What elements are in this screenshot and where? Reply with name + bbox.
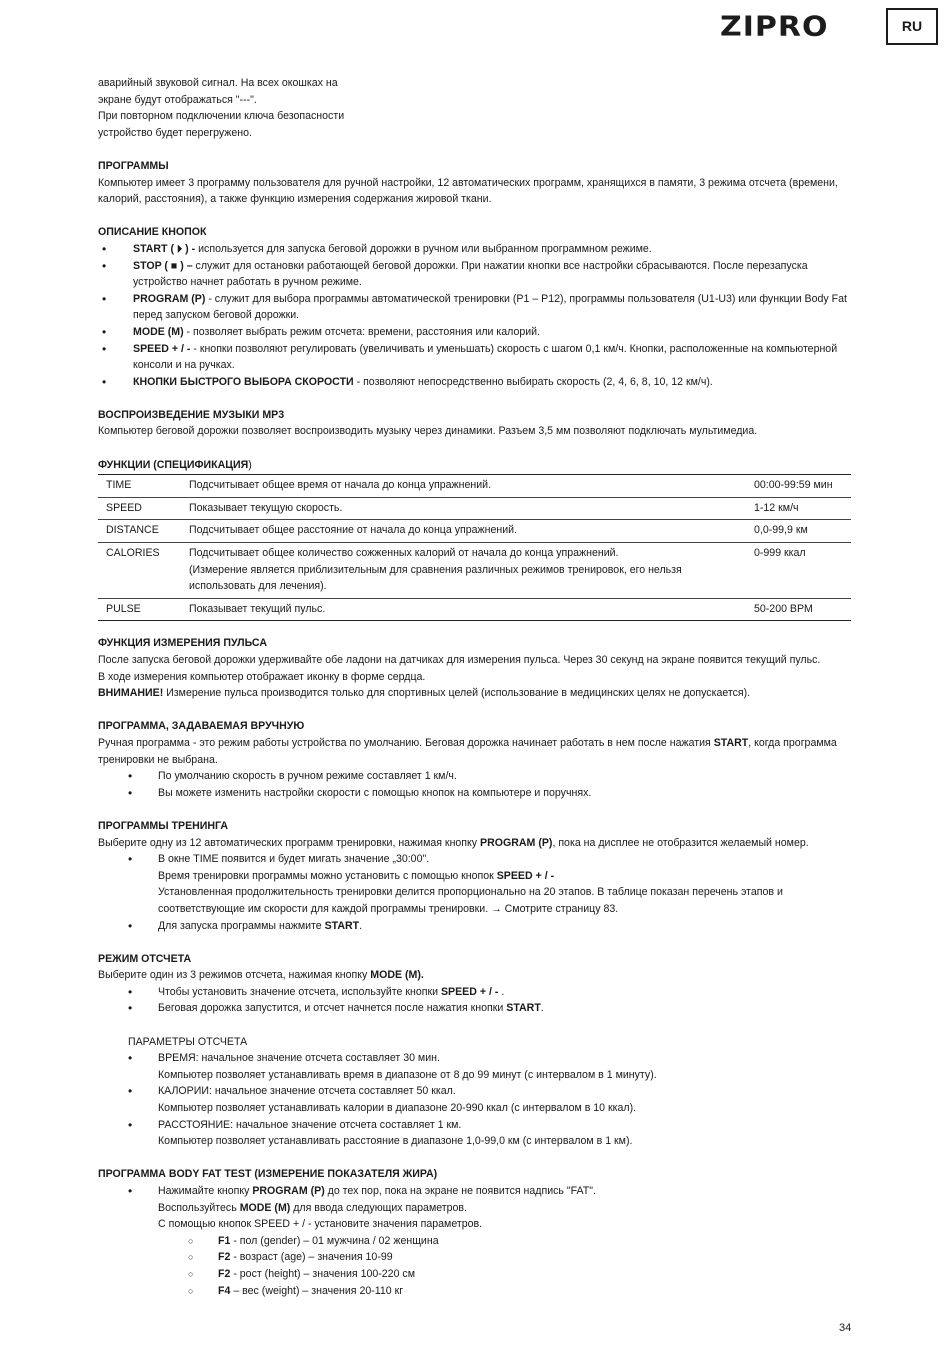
training-item-bold: START: [324, 919, 360, 932]
pulse-warning: [98, 685, 854, 702]
button-name: MODE (M): [133, 325, 184, 338]
training-list: [98, 851, 854, 934]
table-row: [98, 598, 851, 621]
functions-table: [98, 474, 851, 621]
training-text-part: Выберите одну из 12 автоматических программ тренировки, нажимая кнопку: [98, 836, 481, 849]
countdown-item-bold: SPEED + / -: [440, 985, 499, 998]
bodyfat-bold: MODE (M): [239, 1201, 291, 1214]
countdown-text: [98, 967, 854, 984]
section-heading-music: ВОСПРОИЗВЕДЕНИЕ МУЗЫКИ MP3: [98, 408, 285, 421]
param-line: Компьютер позволяет устанавливать калории в диапазоне 20-990 ккал (с интервалом в 10 ккал).: [158, 1102, 637, 1115]
button-name: START ( ⏵ ) -: [133, 242, 196, 255]
countdown-item-part: Чтобы установить значение отсчета, используйте кнопки: [158, 985, 441, 998]
manual-list: [98, 768, 854, 801]
countdown-item-bold: START: [506, 1002, 541, 1015]
button-description: - позволяют непосредственно выбирать скорость (2, 4, 6, 8, 10, 12 км/ч).: [353, 375, 713, 388]
countdown-item-part: .: [540, 1002, 544, 1015]
language-badge: RU: [886, 8, 938, 45]
list-item: [128, 984, 854, 1001]
countdown-params-list: [98, 1050, 854, 1150]
function-name: SPEED: [98, 497, 181, 520]
list-item: [98, 258, 854, 291]
bodyfat-line: [158, 1200, 854, 1217]
function-name: TIME: [98, 475, 181, 498]
training-item-part: Время тренировки программы можно установить с помощью кнопок: [158, 869, 497, 882]
function-description: Подсчитывает общее время от начала до конца упражнений.: [181, 475, 746, 498]
manual-text-bold: START: [713, 736, 749, 749]
list-item: [188, 1283, 854, 1300]
list-item: [128, 918, 854, 935]
function-range: 0-999 ккал: [746, 543, 851, 599]
training-item-part: .: [359, 919, 363, 932]
list-item: [128, 1183, 854, 1233]
list-item: [98, 324, 854, 341]
pulse-text: В ходе измерения компьютер отображает иконку в форме сердца.: [98, 670, 426, 683]
function-name: CALORIES: [98, 543, 181, 599]
section-heading-pulse: ФУНКЦИЯ ИЗМЕРЕНИЯ ПУЛЬСА: [98, 637, 267, 650]
param-line: • ВРЕМЯ: начальное значение отсчета составляет 30 мин.: [158, 1052, 440, 1065]
document-body: [98, 75, 854, 1299]
function-description: Показывает текущий пульс.: [181, 598, 746, 621]
param-text: - возраст (age) – значения 10-99: [230, 1251, 393, 1264]
param-code: F4: [218, 1284, 231, 1297]
training-item-part: Для запуска программы нажмите: [158, 919, 325, 932]
bodyfat-params-list: [98, 1233, 854, 1299]
list-item: [98, 291, 854, 324]
bodyfat-bold: PROGRAM (P): [252, 1185, 325, 1197]
section-heading-programs: ПРОГРАММЫ: [98, 159, 169, 172]
music-text: Компьютер беговой дорожки позволяет воспроизводить музыку через динамики. Разъем 3,5 мм позволяют подключать мультимедиа.: [98, 425, 758, 438]
button-name: КНОПКИ БЫСТРОГО ВЫБОРА СКОРОСТИ: [133, 375, 354, 388]
param-code: F2: [218, 1267, 231, 1280]
table-row: [98, 520, 851, 543]
list-item: [128, 851, 854, 917]
training-item-line: • В окне TIME появится и будет мигать значение „30:00".: [158, 853, 430, 866]
function-description: Подсчитывает общее расстояние от начала до конца упражнений.: [181, 520, 746, 543]
bodyfat-list: [98, 1183, 854, 1233]
param-code: F1: [218, 1234, 231, 1247]
section-heading-countdown: РЕЖИМ ОТСЧЕТА: [98, 952, 192, 965]
button-description: - служит для выбора программы автоматической тренировки (P1 – P12), программы пользователя (U1-U3) или функции Body Fat перед запуском беговой дорожки.: [133, 292, 847, 322]
training-text: [98, 835, 854, 852]
functions-title: ФУНКЦИИ (СПЕЦИФИКАЦИЯ: [98, 458, 249, 471]
page-number: 34: [839, 1322, 852, 1334]
list-item: [188, 1266, 854, 1283]
function-description: Подсчитывает общее количество сожженных калорий от начала до конца упражнений.: [189, 547, 619, 560]
function-range: 00:00-99:59 мин: [746, 475, 851, 498]
bodyfat-part: для ввода следующих параметров.: [290, 1201, 467, 1214]
param-line: • КАЛОРИИ: начальное значение отсчета составляет 50 ккал.: [158, 1085, 456, 1098]
countdown-list: [98, 984, 854, 1017]
bodyfat-part: Воспользуйтесь: [158, 1201, 240, 1214]
function-range: 1-12 км/ч: [746, 497, 851, 520]
list-item: [98, 241, 854, 258]
manual-text-part: , когда программа тренировки не выбрана.: [98, 736, 837, 766]
function-description: Показывает текущую скорость.: [181, 497, 746, 520]
button-description: используется для запуска беговой дорожки в ручном или выбранном программном режиме.: [195, 242, 652, 255]
button-description: - позволяет выбрать режим отсчета: времени, расстояния или калорий.: [183, 325, 541, 338]
bodyfat-line: С помощью кнопок SPEED + / - установите значения параметров.: [158, 1218, 483, 1231]
function-description-cell: [181, 543, 746, 599]
intro-line: При повторном подключении ключа безопасности: [98, 110, 345, 123]
param-text: – вес (weight) – значения 20-110 кг: [230, 1284, 404, 1297]
manual-text-part: Ручная программа - это режим работы устройства по умолчанию. Беговая дорожка начинает работать в нем после нажатия: [98, 736, 714, 749]
function-description-note: (Измерение является приблизительным для сравнения различных режимов тренировок, его нельзя использовать для лечения).: [189, 563, 682, 593]
section-heading-manual: ПРОГРАММА, ЗАДАВАЕМАЯ ВРУЧНУЮ: [98, 720, 305, 733]
countdown-text-bold: MODE (M).: [370, 969, 424, 982]
section-heading-functions: [98, 457, 854, 474]
function-name: DISTANCE: [98, 520, 181, 543]
list-item: [98, 374, 854, 391]
buttons-list: [98, 241, 854, 390]
table-row: [98, 543, 851, 599]
section-heading-training: ПРОГРАММЫ ТРЕНИНГА: [98, 819, 229, 832]
warning-text: Измерение пульса производится только для спортивных целей (использование в медицинских целях не допускается).: [163, 687, 751, 700]
button-description: служит для остановки работающей беговой дорожки. При нажатии кнопки все настройки сбрасываются. После перезапуска устройство начнет работать в ручном режиме.: [133, 259, 808, 289]
bodyfat-part: до тех пор, пока на экране не появится надпись "FAT".: [324, 1185, 596, 1197]
bodyfat-line: [158, 1183, 854, 1200]
training-item-bold: SPEED + / -: [496, 869, 555, 882]
list-item: [188, 1249, 854, 1266]
training-text-part: , пока на дисплее не отобразится желаемый номер.: [552, 836, 809, 849]
programs-text: Компьютер имеет 3 программу пользователя для ручной настройки, 12 автоматических программ, хранящихся в памяти, 3 режима отсчета (времени, калорий, расстояния), а также функцию измерения содержания жировой ткани.: [98, 176, 838, 206]
training-text-bold: PROGRAM (P): [480, 836, 553, 849]
list-item: [128, 1050, 854, 1083]
button-name: STOP ( ■ ) –: [133, 259, 193, 272]
intro-line: аварийный звуковой сигнал. На всех окошках на: [98, 77, 338, 89]
param-line: • РАССТОЯНИЕ: начальное значение отсчета составляет 1 км.: [158, 1118, 462, 1131]
training-item-line: Установленная продолжительность тренировки делится пропорционально на 20 этапов. В таблице показан перечень этапов и соответствующие им скорости для каждой программы тренировки. → Смотрите страницу 83.: [158, 886, 783, 915]
function-name: PULSE: [98, 598, 181, 621]
countdown-text-part: Выберите один из 3 режимов отсчета, нажимая кнопку: [98, 969, 371, 982]
section-heading-buttons: ОПИСАНИЕ КНОПОК: [98, 226, 207, 239]
list-item: [188, 1233, 854, 1250]
training-item-line: [158, 868, 854, 885]
list-item: [98, 341, 854, 374]
bodyfat-part: Нажимайте кнопку: [158, 1185, 253, 1197]
countdown-item-part: Беговая дорожка запустится, и отсчет начнется после нажатия кнопки: [158, 1002, 507, 1015]
button-name: PROGRAM (P): [133, 292, 206, 305]
button-name: SPEED + / -: [133, 342, 191, 355]
param-line: Компьютер позволяет устанавливать время в диапазоне от 8 до 99 минут (с интервалом в 1 минуту).: [158, 1068, 657, 1081]
zipro-logo: ZIPRO: [720, 10, 829, 43]
function-range: 50-200 BPM: [746, 598, 851, 621]
countdown-item-part: .: [498, 985, 505, 998]
param-text: - пол (gender) – 01 мужчина / 02 женщина: [230, 1234, 439, 1247]
table-row: [98, 497, 851, 520]
list-item: [128, 1117, 854, 1150]
intro-line: экране будут отображаться "---".: [98, 93, 257, 106]
table-row: [98, 475, 851, 498]
list-item: [128, 1083, 854, 1116]
param-line: Компьютер позволяет устанавливать расстояние в диапазоне 1,0-99,0 км (с интервалом в 1 км).: [158, 1135, 633, 1148]
button-description: - кнопки позволяют регулировать (увеличивать и уменьшать) скорость с шагом 0,1 км/ч. Кнопки, расположенные на компьютерной консоли и на ручках.: [133, 342, 838, 372]
pulse-text: После запуска беговой дорожки удерживайте обе ладони на датчиках для измерения пульса. Через 30 секунд на экране появится текущий пульс.: [98, 654, 821, 666]
function-range: 0,0-99,9 км: [746, 520, 851, 543]
functions-title-paren: ): [248, 458, 252, 471]
list-item: • По умолчанию скорость в ручном режиме составляет 1 км/ч.: [128, 768, 854, 785]
intro-line: устройство будет перегружено.: [98, 126, 252, 139]
warning-label: ВНИМАНИЕ!: [98, 687, 164, 700]
countdown-params-title: ПАРАМЕТРЫ ОТСЧЕТА: [128, 1035, 248, 1048]
manual-text: [98, 735, 854, 768]
param-code: F2: [218, 1251, 231, 1264]
section-heading-bodyfat: ПРОГРАММА BODY FAT TEST (ИЗМЕРЕНИЕ ПОКАЗАТЕЛЯ ЖИРА): [98, 1168, 438, 1181]
list-item: • Вы можете изменить настройки скорости с помощью кнопок на компьютере и поручнях.: [128, 785, 854, 802]
list-item: [128, 1000, 854, 1017]
param-text: - рост (height) – значения 100-220 см: [230, 1267, 415, 1280]
